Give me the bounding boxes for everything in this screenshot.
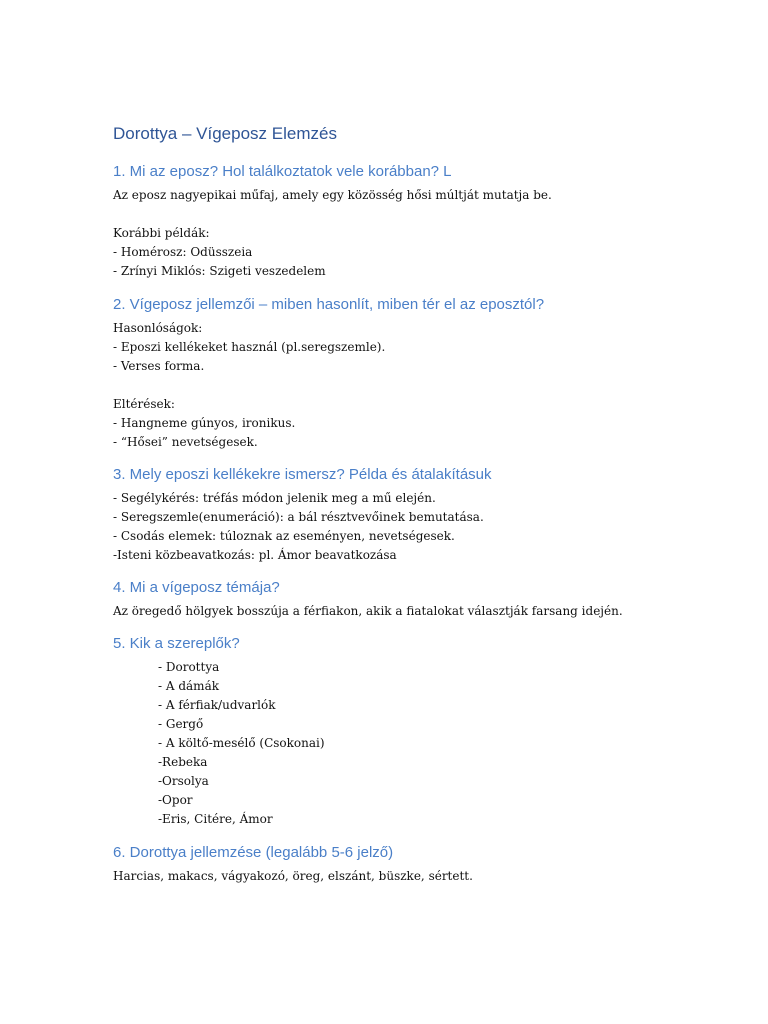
section-1: [113, 162, 733, 281]
section-5: [113, 634, 733, 829]
section-line: - Seregszemle(enumeráció): a bál résztvevőinek bemutatása.: [113, 510, 484, 524]
section-heading: 6. Dorottya jellemzése (legalább 5-6 jelző): [113, 844, 394, 861]
section-heading: 3. Mely eposzi kellékekre ismersz? Példa és átalakításuk: [113, 466, 492, 483]
section-line: Az öregedő hölgyek bosszúja a férfiakon, akik a fiatalokat választják farsang idején.: [113, 604, 623, 618]
section-line: - Csodás elemek: túloznak az eseményen, nevetségesek.: [113, 529, 455, 543]
section-3: [113, 465, 733, 565]
section-line: - “Hősei” nevetségesek.: [113, 435, 258, 449]
section-4: [113, 578, 733, 621]
section-heading: 5. Kik a szereplők?: [113, 635, 240, 652]
blank-line: [113, 205, 733, 224]
section-line: - Zrínyi Miklós: Szigeti veszedelem: [113, 264, 326, 278]
character-item: -Orsolya: [158, 774, 209, 788]
section-line: Korábbi példák:: [113, 226, 210, 240]
character-item: - A költő-mesélő (Csokonai): [158, 736, 325, 750]
section-line: - Segélykérés: tréfás módon jelenik meg a mű elején.: [113, 491, 436, 505]
section-line: - Hangneme gúnyos, ironikus.: [113, 416, 296, 430]
character-item: - Gergő: [158, 717, 204, 731]
character-item: - Dorottya: [158, 660, 220, 674]
section-line: Harcias, makacs, vágyakozó, öreg, elszánt, büszke, sértett.: [113, 869, 473, 883]
document-title: Dorottya – Vígeposz Elemzés: [113, 124, 337, 143]
section-line: Eltérések:: [113, 397, 175, 411]
section-heading: 2. Vígeposz jellemzői – miben hasonlít, miben tér el az eposztól?: [113, 296, 545, 313]
section-line: Hasonlóságok:: [113, 321, 203, 335]
section-line: - Eposzi kellékeket használ (pl.seregszemle).: [113, 340, 386, 354]
section-6: [113, 843, 733, 886]
section-line: - Verses forma.: [113, 359, 205, 373]
section-line: - Homérosz: Odüsszeia: [113, 245, 253, 259]
section-heading: 1. Mi az eposz? Hol találkoztatok vele korábban? L: [113, 163, 452, 180]
blank-line: [113, 376, 733, 395]
section-2: [113, 295, 733, 452]
character-item: - A férfiak/udvarlók: [158, 698, 276, 712]
section-line: Az eposz nagyepikai műfaj, amely egy közösség hősi múltját mutatja be.: [113, 188, 552, 202]
character-item: -Opor: [158, 793, 193, 807]
section-heading: 4. Mi a vígeposz témája?: [113, 579, 280, 596]
character-item: - A dámák: [158, 679, 219, 693]
section-line: -Isteni közbeavatkozás: pl. Ámor beavatkozása: [113, 548, 397, 562]
character-item: -Eris, Citére, Ámor: [158, 812, 273, 826]
character-item: -Rebeka: [158, 755, 208, 769]
